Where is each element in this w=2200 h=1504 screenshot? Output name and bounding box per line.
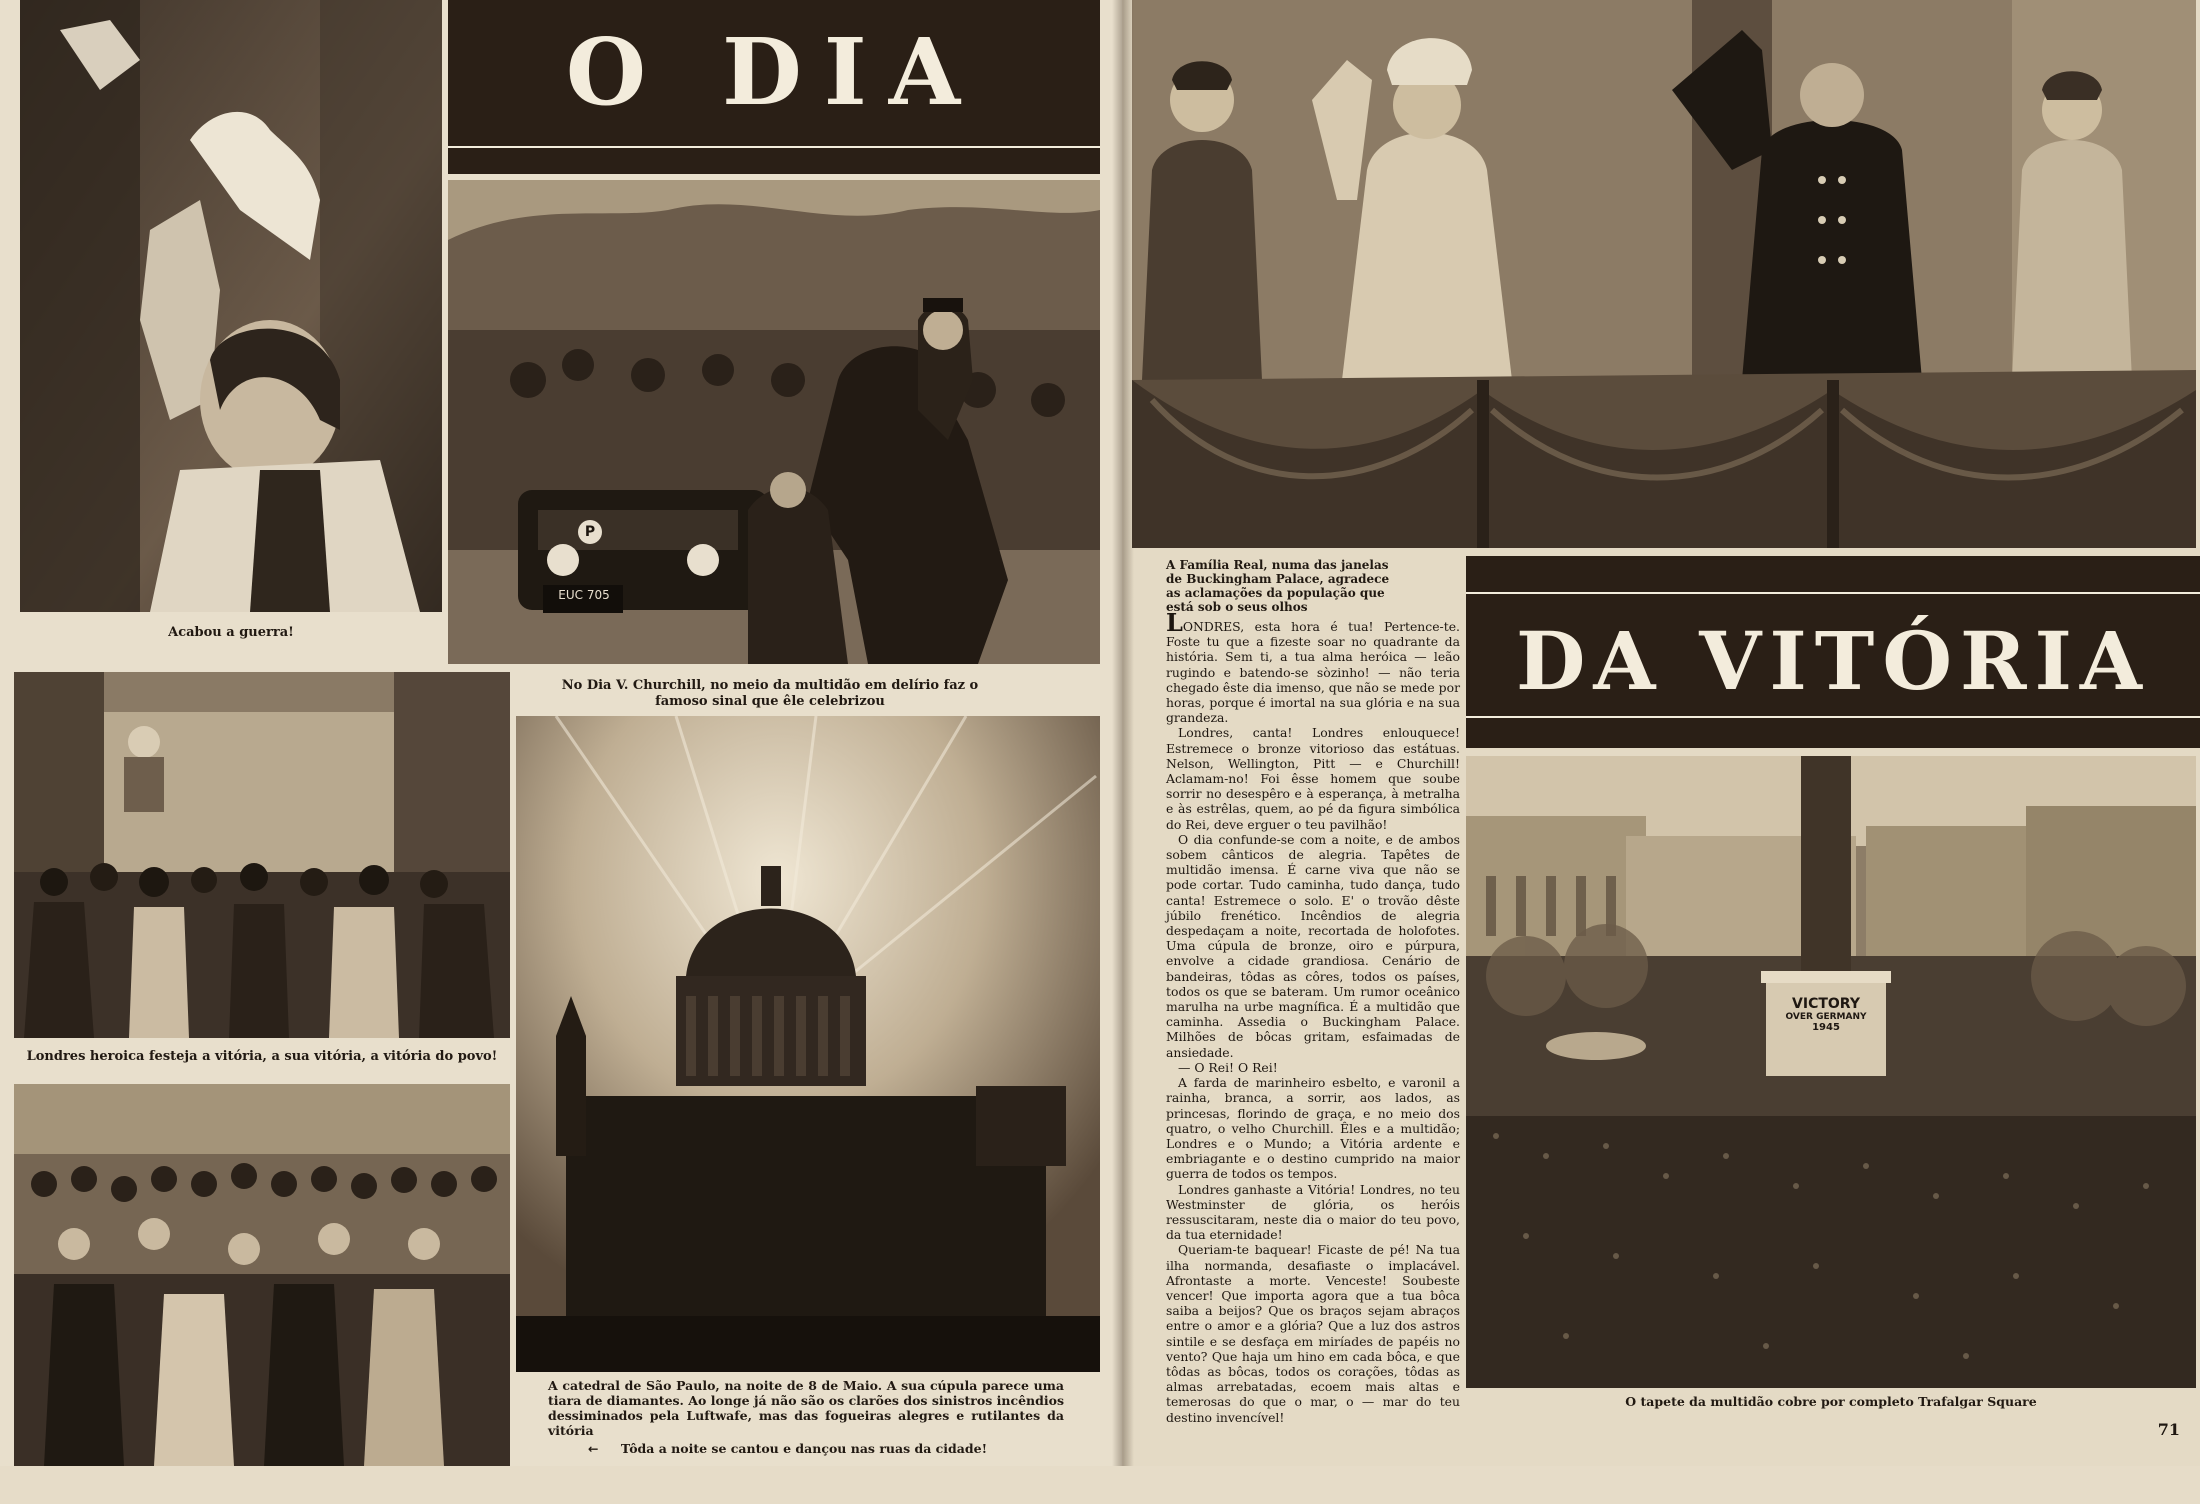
column-sign	[1776, 996, 1876, 1033]
column-sign-year: 1945	[1812, 1022, 1840, 1033]
article-body	[1166, 608, 1460, 1504]
left-page	[0, 0, 1122, 1466]
caption-girl: Acabou a guerra!	[168, 625, 294, 640]
photo-st-pauls-cathedral	[516, 716, 1100, 1372]
article-paragraph-1	[1166, 608, 1460, 726]
center-gutter	[1112, 0, 1134, 1466]
photo-trafalgar-square	[1466, 756, 2196, 1388]
article-paragraph-5: A farda de marinheiro esbelto, e varonil a rainha, branca, a sorrir, aos lados, as princesas, florindo de graça, e no meio dos quatro, o velho Churchill. Êles e a multidão; Londres e o Mundo; a Vitória ardente e embriagante e o destino cumprido na maior guerra de todos os tempos.	[1166, 1075, 1460, 1182]
article-paragraph-6: Londres ganhaste a Vitória! Londres, no teu Westminster de glória, os heróis ressuscitaram, neste dia o maior do teu povo, da tua eternidade!	[1166, 1181, 1460, 1243]
right-page	[1122, 0, 2200, 1466]
car-badge: P	[578, 520, 602, 544]
caption-cathedral	[548, 1378, 1064, 1456]
caption-royal: A Família Real, numa das janelas de Buckingham Palace, agradece as aclamações da população que está sob o seus olhos	[1166, 558, 1390, 614]
article-paragraph-2: Londres, canta! Londres enlouquece! Estremece o bronze vitorioso das estátuas. Nelson, Wellington, Pitt — e Churchill! Aclamam-no! Foi êsse homem que soube sorrir no desespêro e à esperança, à metralha e às estrêlas, quem, ao pé da figura simbólica do Rei, deve erguer o teu pavilhão!	[1166, 725, 1460, 832]
banner-rule-bottom	[1466, 716, 2200, 718]
caption-cathedral-line2: Tôda a noite se cantou e dançou nas ruas da cidade!	[620, 1441, 988, 1456]
article-dropcap: L	[1166, 608, 1183, 637]
article-paragraph-7: Queriam-te baquear! Ficaste de pé! Na tua ilha normanda, desafiaste o implacável. Afrontaste a morte. Venceste! Soubeste vencer! Que importa agora que a tua bôca saiba a beijos? Que os braços sejam abraços entre o amor e a glória? Que a luz dos astros sintile e se desfaça em miríades de papéis no vento? Que haja um hino em cada bôca, e que tôdas as bôcas, todos os corações, tôdas as almas arrebatadas, ecoem mais altas e temerosas do que o mar, o — mar do teu destino invencível!	[1166, 1242, 1460, 1425]
caption-street: Londres heroica festeja a vitória, a sua vitória, a vitória do povo!	[26, 1049, 498, 1064]
caption-cathedral-text: A catedral de São Paulo, na noite de 8 de Maio. A sua cúpula parece uma tiara de diamantes. Ao longe já não são os clarões dos sinistros incêndios dessiminados pela Luftwafe, mas das fogueiras alegres e rutilantes da vitória	[548, 1378, 1064, 1438]
headline-left: O DIA	[565, 18, 983, 126]
caption-trafalgar: O tapete da multidão cobre por completo Trafalgar Square	[1625, 1394, 2037, 1409]
photo-girl-cheering	[20, 0, 442, 612]
photo-royal-family	[1132, 0, 2196, 548]
banner-rule	[448, 146, 1100, 148]
headline-right: DA VITÓRIA	[1516, 614, 2150, 708]
caption-churchill: No Dia V. Churchill, no meio da multidão em delírio faz o famoso sinal que êle celebrizou	[561, 678, 979, 709]
caption-cathedral-footer	[548, 1441, 1064, 1456]
article-paragraph-4: — O Rei! O Rei!	[1178, 1059, 1278, 1075]
column-sign-victory: VICTORY	[1792, 996, 1860, 1012]
car-plate: EUC 705	[558, 588, 610, 602]
arrow-left-icon: ←	[588, 1441, 599, 1456]
page-number: 71	[2157, 1420, 2180, 1439]
headline-banner-left	[448, 0, 1100, 174]
article-paragraph-3: O dia confunde-se com a noite, e de ambos sobem cânticos de alegria. Tapêtes de multidão imensa. É carne viva que não se pode cortar. Tudo caminha, tudo dança, tudo canta! Estremece o solo. E' o trovão dêste júbilo frenético. Incêndios de alegria despedaçam a noite, recortada de holofotes. Uma cúpula de bronze, oiro e púrpura, envolve a cidade grandiosa. Cenário de bandeiras, tôdas as côres, todos os países, todos os que se bateram. Um rumor oceânico marulha na urbe magnífica. É a multidão que caminha. Assedia o Buckingham Palace. Milhões de bôcas gritam, esfaimadas de ansiedade.	[1166, 831, 1460, 1060]
photo-street-celebration	[14, 672, 510, 1038]
photo-churchill-crowd	[448, 180, 1100, 664]
banner-rule-top	[1466, 592, 2200, 594]
column-sign-germany: OVER GERMANY	[1785, 1012, 1867, 1022]
photo-crowd-dancing	[14, 1084, 510, 1466]
article-paragraph-1-text: ONDRES, esta hora é tua! Pertence-te. Foste tu que a fizeste soar no quadrante da história. Sem ti, a tua alma heróica — leão rugindo e batendo-se sòzinho! — não teria chegado êste dia imenso, que não se mede por horas, porque é imortal na sua glória e na sua grandeza.	[1166, 619, 1460, 726]
headline-banner-right	[1466, 556, 2200, 748]
